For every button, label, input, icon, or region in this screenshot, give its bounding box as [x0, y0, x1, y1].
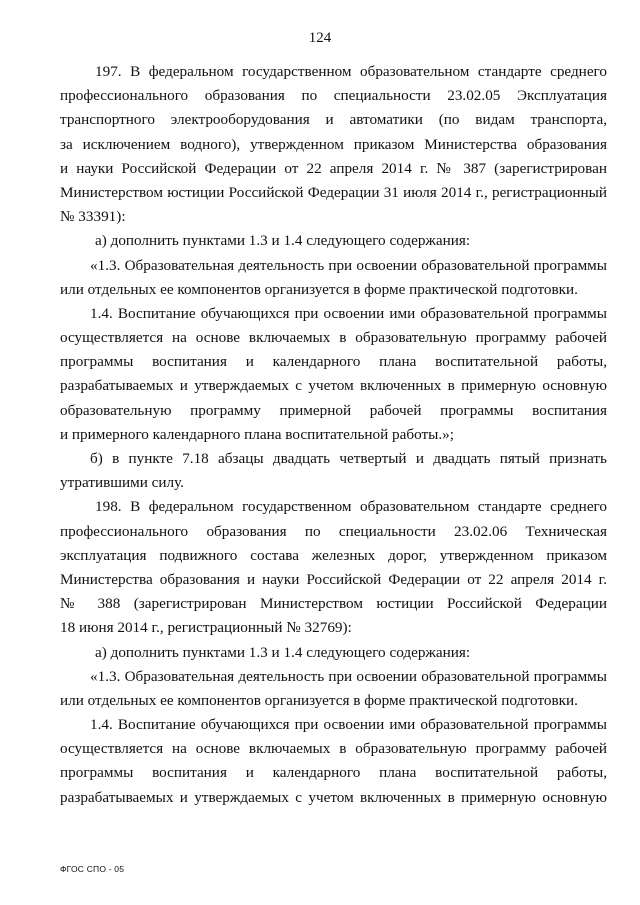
text-line: 1.4. Воспитание обучающихся при освоении ими образовательной программы — [90, 716, 607, 734]
text-line: № 388 (зарегистрирован Министерством юстиции Российской Федерации — [60, 595, 607, 613]
document-body — [60, 60, 607, 810]
text-line: 1.4. Воспитание обучающихся при освоении ими образовательной программы — [90, 304, 607, 322]
text-line: 198. В федеральном государственном образовательном стандарте среднего — [95, 498, 607, 516]
text-line: «1.3. Образовательная деятельность при освоении образовательной программы — [90, 256, 607, 274]
text-line: эксплуатация подвижного состава железных дорог, утвержденном приказом — [60, 546, 607, 564]
text-line: транспортного электрооборудования и автоматики (по видам транспорта, — [60, 111, 607, 129]
text-line: за исключением водного), утвержденном приказом Министерства образования — [60, 135, 607, 153]
text-line: и примерного календарного плана воспитательной работы.»; — [60, 425, 454, 443]
text-line: образовательную программу примерной рабочей программы воспитания — [60, 401, 607, 419]
text-line: Министерством юстиции Российской Федерации 31 июля 2014 г., регистрационный — [60, 183, 607, 201]
text-line: б) в пункте 7.18 абзацы двадцать четвертый и двадцать пятый признать — [90, 450, 607, 467]
text-line: № 33391): — [60, 208, 126, 226]
text-line: и науки Российской Федерации от 22 апреля 2014 г. № 387 (зарегистрирован — [60, 159, 607, 177]
text-line: 18 июня 2014 г., регистрационный № 32769): — [60, 619, 352, 637]
page-number: 124 — [308, 30, 332, 46]
text-line: 197. В федеральном государственном образовательном стандарте среднего — [95, 63, 607, 80]
text-line: а) дополнить пунктами 1.3 и 1.4 следующего содержания: — [95, 643, 471, 661]
text-line: или отдельных ее компонентов организуется в форме практической подготовки. — [60, 280, 578, 298]
text-line: «1.3. Образовательная деятельность при освоении образовательной программы — [90, 667, 607, 685]
text-line: программы воспитания и календарного плана воспитательной работы, — [60, 764, 607, 782]
text-line: утратившими силу. — [60, 474, 184, 492]
text-line: разрабатываемых и утверждаемых с учетом включенных в примерную основную — [60, 377, 607, 395]
text-line: программы воспитания и календарного плана воспитательной работы, — [60, 353, 607, 371]
footer-label: ФГОС СПО - 05 — [60, 864, 125, 874]
text-line: осуществляется на основе включаемых в образовательную программу рабочей — [60, 329, 607, 347]
text-line: а) дополнить пунктами 1.3 и 1.4 следующего содержания: — [95, 232, 471, 250]
text-line: профессионального образования по специальности 23.02.06 Техническая — [60, 522, 607, 540]
text-line: разрабатываемых и утверждаемых с учетом включенных в примерную основную — [60, 788, 607, 806]
text-line: осуществляется на основе включаемых в образовательную программу рабочей — [60, 740, 607, 758]
text-line: или отдельных ее компонентов организуется в форме практической подготовки. — [60, 691, 578, 709]
text-line: Министерства образования и науки Российской Федерации от 22 апреля 2014 г. — [60, 570, 607, 588]
text-line: профессионального образования по специальности 23.02.05 Эксплуатация — [60, 87, 607, 105]
